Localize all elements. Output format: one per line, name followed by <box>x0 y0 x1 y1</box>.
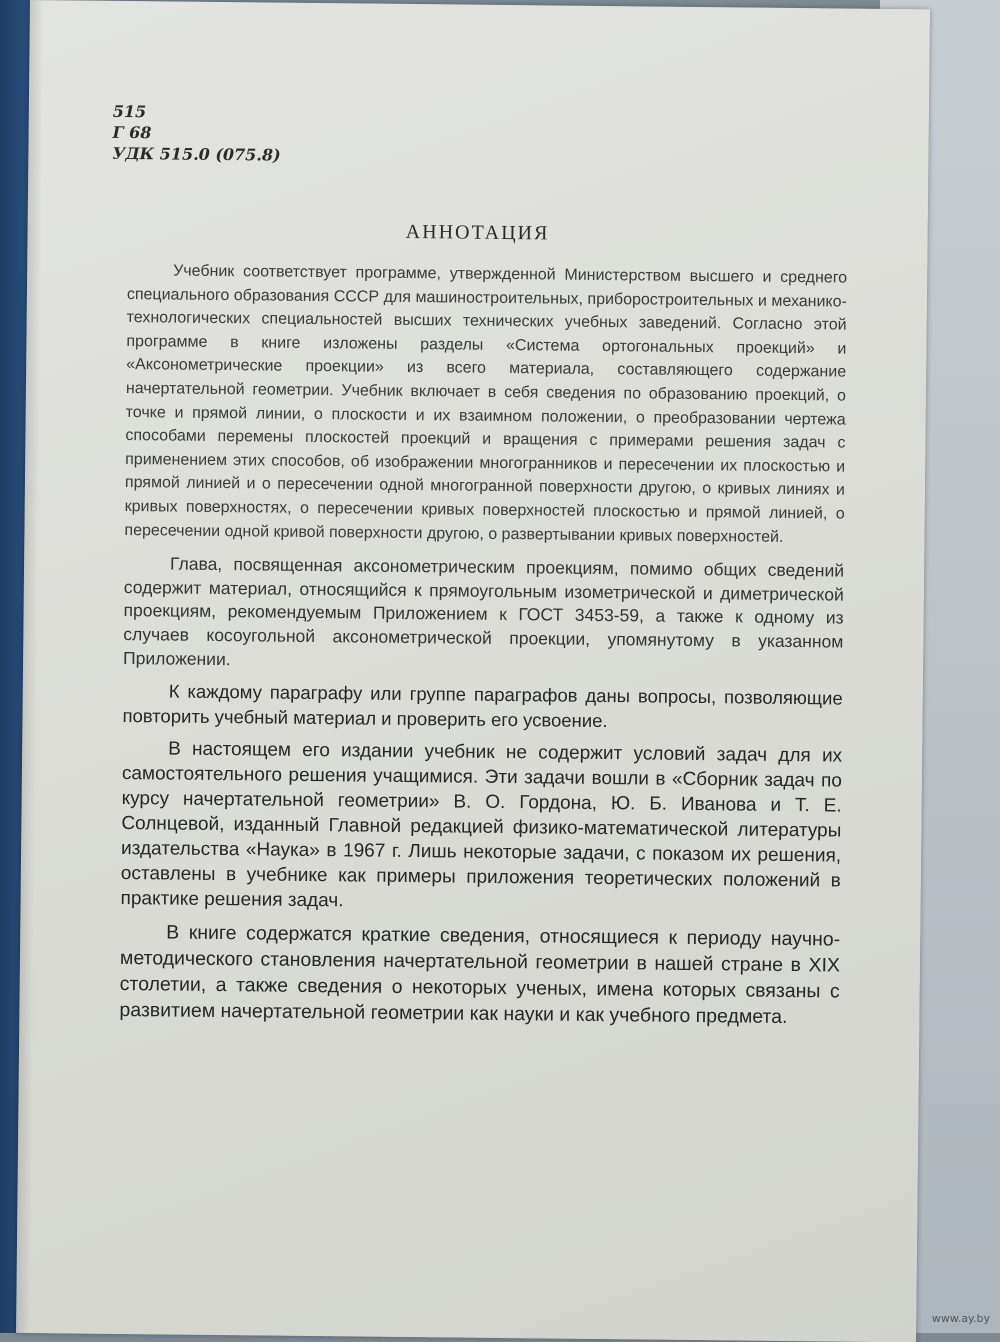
annotation-body <box>119 259 847 1031</box>
udk-code: УДК 515.0 (075.8) <box>112 143 281 165</box>
book-page <box>16 0 930 1342</box>
catalog-codes <box>112 101 281 166</box>
paragraph-2: Глава, посвященная аксонометрическим проекциям, помимо общих сведений содержит материал, относящийся к прямоугольным изометрической и диметрической проекциям, рекомендуемым Приложением к ГОСТ 3453-59, а также к одному из случаев косоугольной аксонометрической проекции, упомянутому в указанном Приложении. <box>123 553 845 669</box>
paragraph-1: Учебник соответствует программе, утвержденной Министерством высшего и среднего специального образования СССР для машиностроительных, приборостроительных и механико-технологических специальностей высших технических учебных заведений. Согласно этой программе в книге изложены разделы «Система ортогональных проекций» и «Аксонометрические проекции» из всего материала, составляющего содержание начертательной геометрии. Учебник включает в себя сведения по образованию проекций, о точке и прямой линии, о плоскости и их взаимном положении, о преобразовании чертежа способами перемены плоскостей проекций и вращения с примерами решения задач с применением этих способов, об изображении многогранников и пересечении их плоскостью и прямой линией и о пересечении одной многогранной поверхности другою, о кривых линиях и кривых поверхностях, о пересечении кривых поверхностей плоскостью и прямой линией, о пересечении одной кривой поверхности другою, о развертывании кривых поверхностей. <box>124 262 848 546</box>
paragraph-4: В настоящем его издании учебник не содержит условий задач для их самостоятельного решения учащимися. Эти задачи вошли в «Сборник задач по курсу начертательной геометрии» В. О. Гордона, Ю. Б. Иванова и Т. Е. Солнцевой, изданный Главной редакцией физико-математической литературы издательства «Наука» в 1967 г. Лишь некоторые задачи, с показом их решения, оставлены в учебнике как примеры приложения теоретических положений в практике решения задач. <box>120 738 843 912</box>
author-mark: Г 68 <box>112 122 152 143</box>
site-watermark: www.ay.by <box>931 1312 990 1325</box>
paragraph-3: К каждому параграфу или группе параграфов даны вопросы, позволяющие повторить учебный материал и проверить его усвоение. <box>122 680 843 732</box>
classification-code: 515 <box>112 101 147 122</box>
page-title: АННОТАЦИЯ <box>405 220 550 245</box>
paragraph-5: В книге содержатся краткие сведения, относящиеся к периоду научно-методического становления начертательной геометрии в нашей стране в XIX столетии, а также сведения о некоторых ученых, имена которых связаны с развитием начертательной геометрии как науки и как учебного предмета. <box>119 921 841 1029</box>
